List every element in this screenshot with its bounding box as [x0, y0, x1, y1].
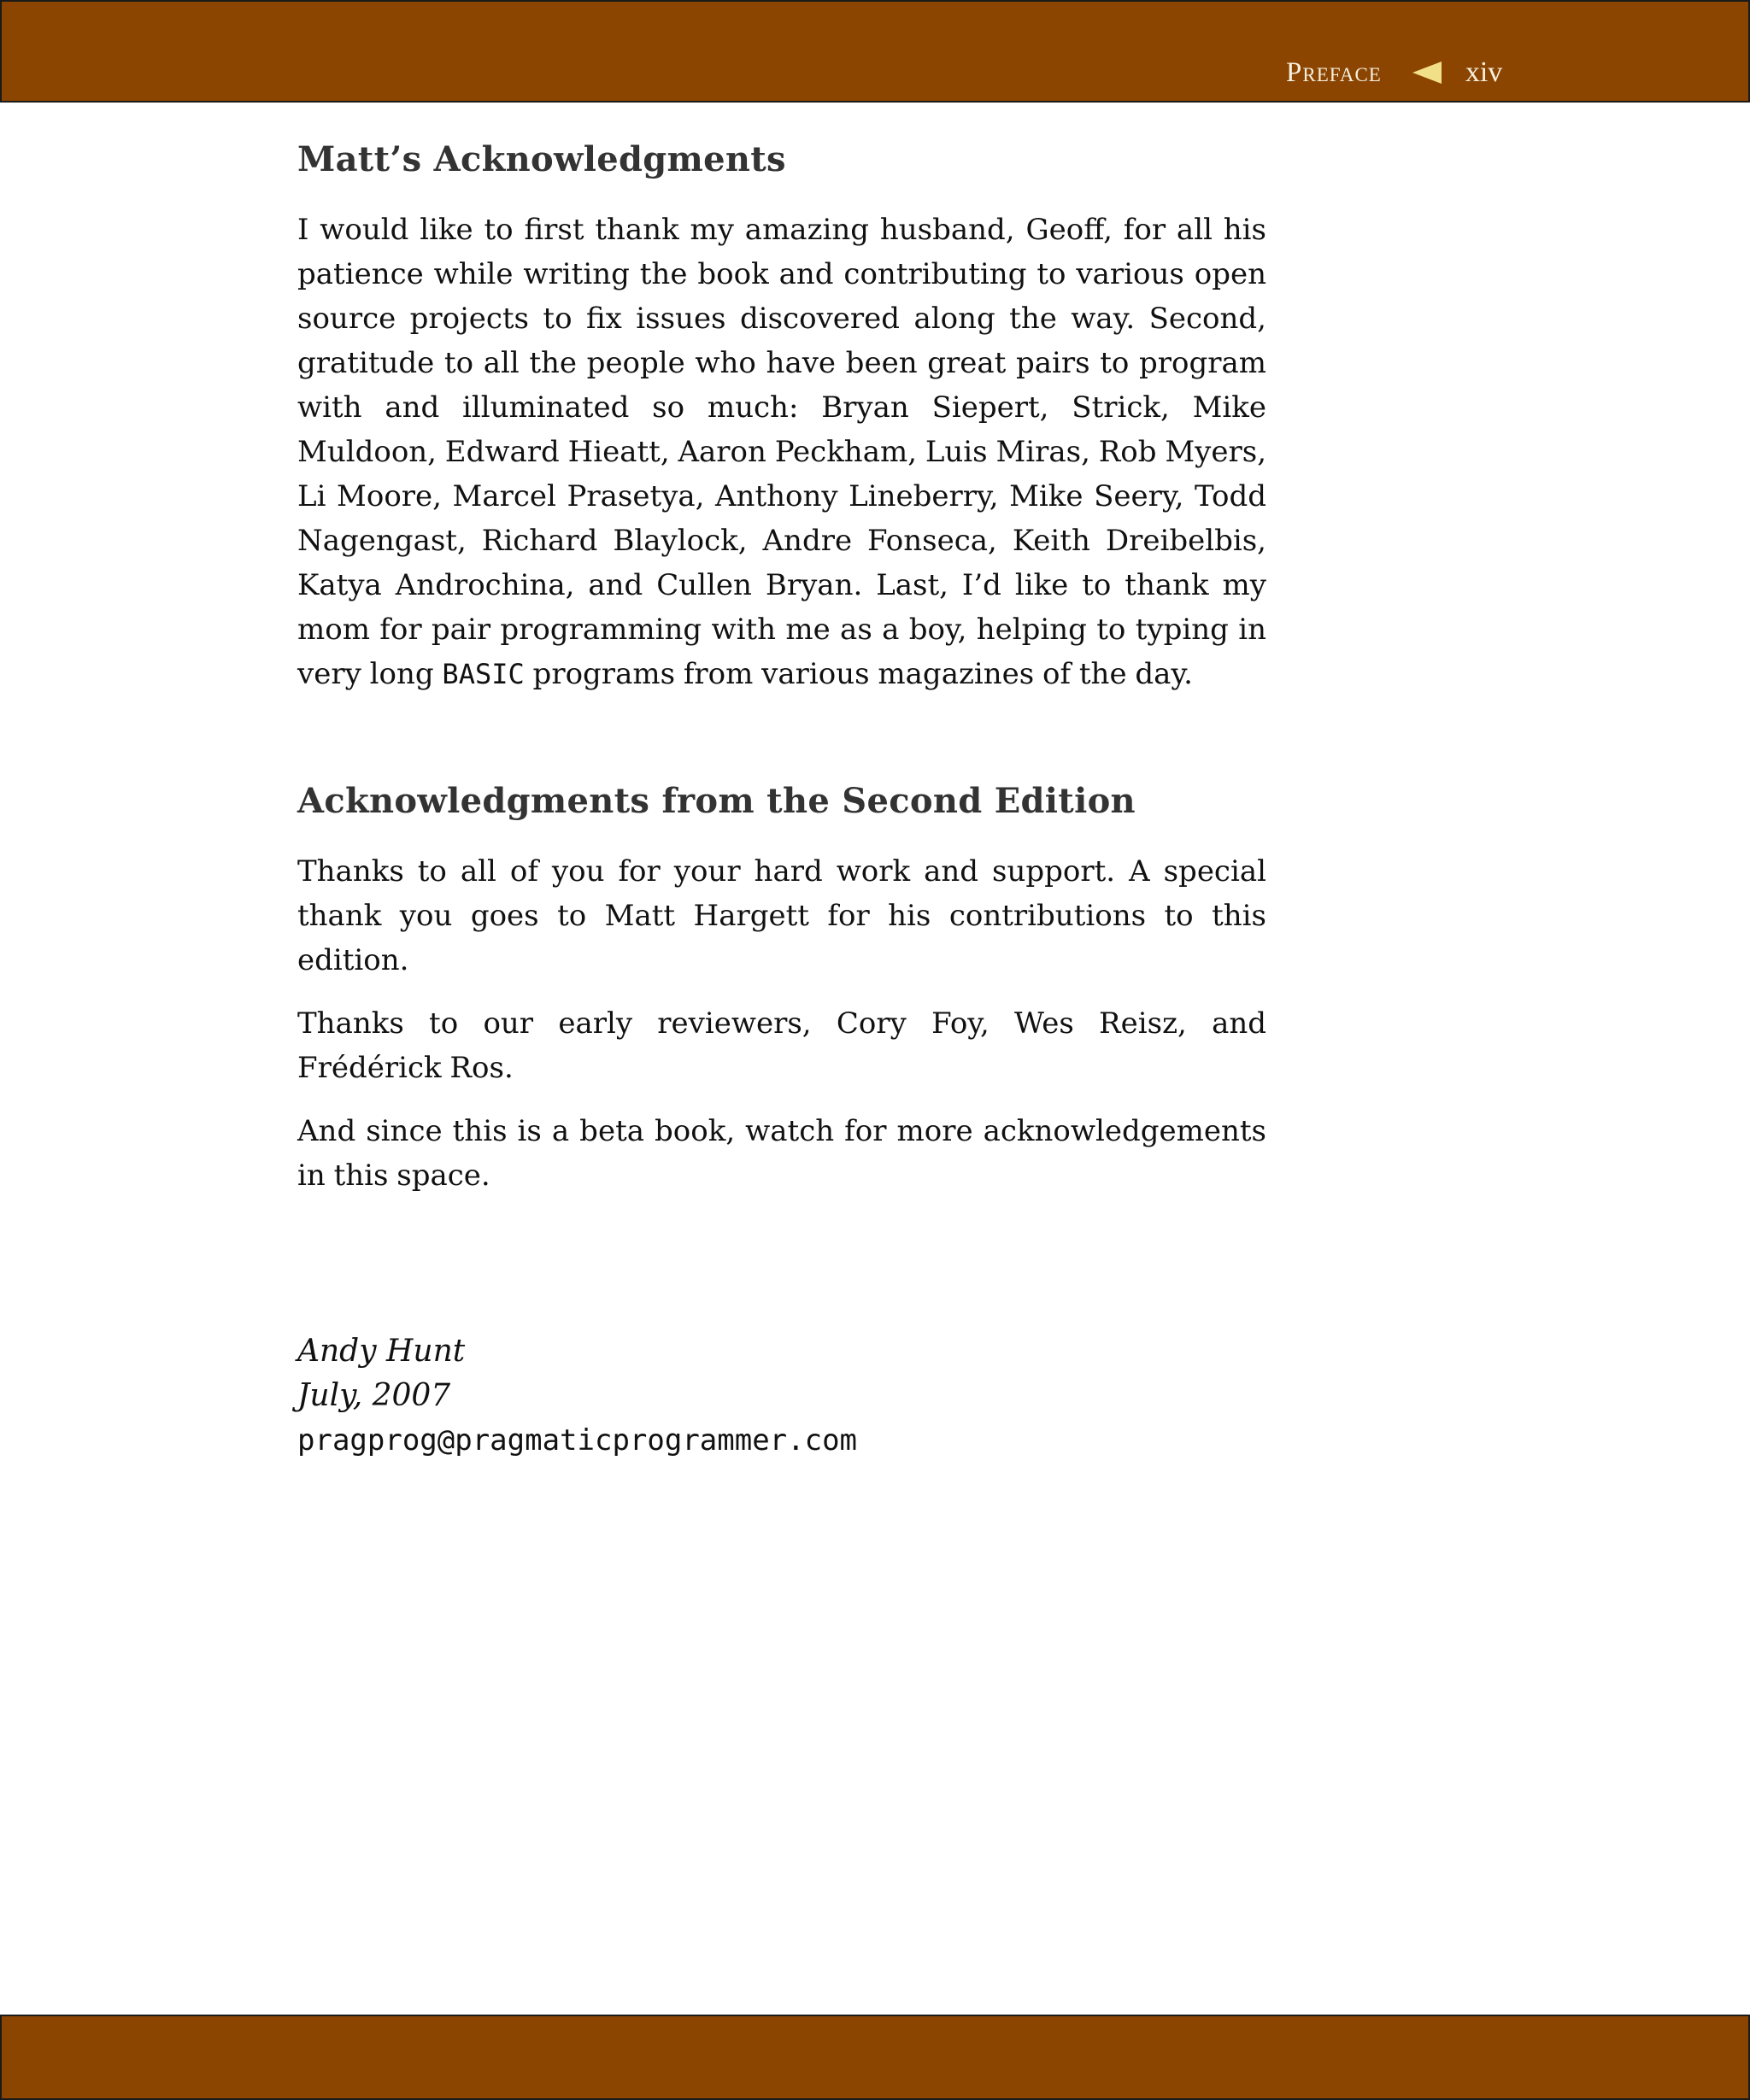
section-name-link[interactable]: Preface — [1286, 56, 1382, 88]
page-number: xiv — [1465, 56, 1503, 88]
signature-name: Andy Hunt — [297, 1334, 466, 1369]
page-content — [297, 139, 1266, 1463]
section-heading-matts-acknowledgments: Matt’s Acknowledgments — [297, 139, 786, 179]
body-paragraph — [297, 208, 1266, 696]
body-paragraph: Thanks to our early reviewers, Cory Foy, Wes Reisz, and Frédérick Ros. — [297, 1006, 1266, 1085]
paragraph-text-continued: programs from various magazines of the day. — [524, 657, 1193, 691]
signature-date: July, 2007 — [297, 1378, 451, 1413]
header-band — [0, 0, 1750, 103]
paragraph-text: I would like to first thank my amazing husband, Geoff, for all his patience while writing the book and contributing to various open source projects to fix issues discovered along the way. Second, gratitude to all the people who have been great pairs to program with and illuminated so much: Bryan Siepert, Strick, Mike Muldoon, Edward Hieatt, Aaron Peckham, Luis Miras, Rob Myers, Li Moore, Marcel Prasetya, Anthony Lineberry, Mike Seery, Todd Nagengast, Richard Blaylock, Andre Fonseca, Keith Dreibelbis, Katya Androchina, and Cullen Bryan. Last, I’d like to thank my mom for pair programming with me as a boy, helping to typing in very long — [297, 213, 1267, 691]
section-heading-second-edition: Acknowledgments from the Second Edition — [297, 781, 1136, 821]
code-word: BASIC — [442, 658, 525, 690]
body-paragraph: Thanks to all of you for your hard work and support. A special thank you goes to Matt Hargett for his contributions to this edition. — [297, 854, 1266, 977]
back-arrow-icon[interactable] — [1412, 62, 1442, 84]
body-paragraph: And since this is a beta book, watch for more acknowledgements in this space. — [297, 1114, 1266, 1193]
signature-block — [297, 1329, 1266, 1463]
footer-band — [0, 2015, 1750, 2100]
signature-email-link[interactable]: pragprog@pragmaticprogrammer.com — [297, 1423, 858, 1458]
header-navigation — [1286, 56, 1502, 89]
